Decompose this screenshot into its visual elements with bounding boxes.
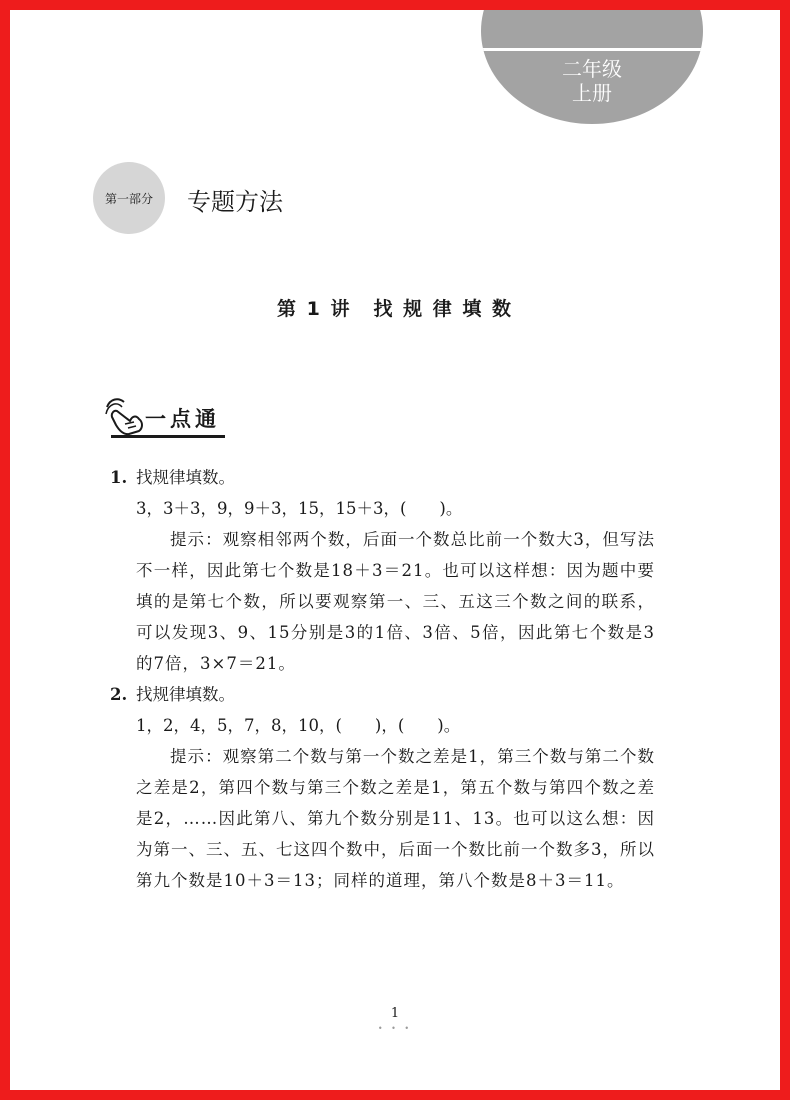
- problem-number: 1.: [110, 468, 128, 487]
- problem-number: 2.: [110, 685, 128, 704]
- problem-title: [110, 679, 655, 710]
- problem-instruction: 找规律填数。: [136, 468, 235, 487]
- problem-title: [110, 462, 655, 493]
- problem-2: [110, 679, 655, 896]
- section-label: 一点通: [145, 407, 220, 431]
- problem-hint: 提示：观察相邻两个数，后面一个数总比前一个数大3，但写法不一样，因此第七个数是18＋3＝21。也可以这样想：因为题中要填的是第七个数，所以要观察第一、三、五这三个数之间的联系，可以发现3、9、15分别是3的1倍、3倍、5倍，因此第七个数是3的7倍，3×7＝21。: [136, 530, 655, 673]
- number-sequence: 1，2，4，5，7，8，10，( )，( )。: [136, 716, 461, 735]
- problem-1: [110, 462, 655, 679]
- grade-line-2: 上册: [572, 81, 612, 105]
- section-underline: [111, 435, 225, 438]
- page-dots: • • •: [377, 1024, 413, 1033]
- page-number: 1: [390, 1006, 400, 1021]
- grade-badge: [481, 0, 703, 124]
- pointing-hand-icon: [105, 395, 147, 435]
- problem-list: [110, 462, 655, 896]
- problem-instruction: 找规律填数。: [136, 685, 235, 704]
- grade-line-1: 二年级: [562, 57, 622, 81]
- lesson-name: 找 规 律 填 数: [373, 298, 513, 320]
- lesson-title: [10, 294, 780, 321]
- problem-hint: 提示：观察第二个数与第一个数之差是1，第三个数与第二个数之差是2，第四个数与第三个数之差是1，第五个数与第四个数之差是2，……因此第八、第九个数分别是11、13。也可以这么想：因为第一、三、五、七这四个数中，后面一个数比前一个数多3，所以第九个数是10＋3＝13；同样的道理，第八个数是8＋3＝11。: [136, 747, 655, 890]
- number-sequence: 3，3＋3，9，9＋3，15，15＋3，( )。: [136, 499, 463, 518]
- lesson-number: 第 1 讲: [277, 298, 352, 320]
- grade-label: [481, 48, 703, 105]
- part-title: 专题方法: [187, 188, 283, 216]
- part-badge: 第一部分: [93, 162, 165, 234]
